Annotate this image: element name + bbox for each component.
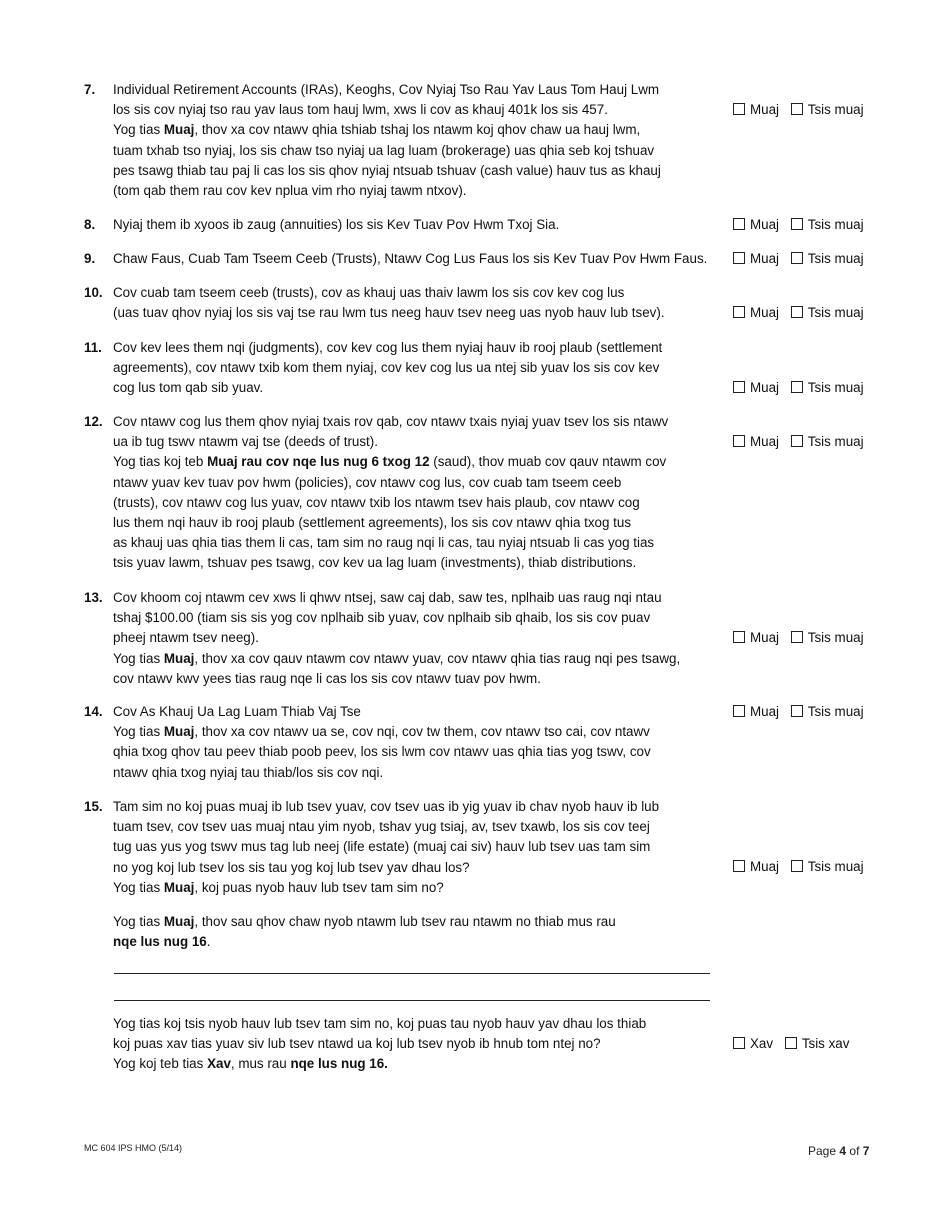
page-number: Page 4 of 7 [808,1144,870,1158]
text-line: cog lus tom qab sib yuav. [113,380,264,396]
no-checkbox[interactable] [791,381,803,393]
text-line: Yog tias Muaj, thov sau qhov chaw nyob ntawm lub tsev rau ntawm no thiab mus rau [113,914,616,929]
text-line: Yog tias Muaj, thov xa cov ntawv ua se, cov nqi, cov tw them, cov ntawv tso cai, cov ntawv [113,724,650,740]
question-number: 9. [84,251,96,266]
no-label: Tsis muaj [807,102,864,117]
no-checkbox[interactable] [791,631,803,643]
no-checkbox[interactable] [791,860,803,872]
yes-checkbox[interactable] [733,306,745,318]
question-number: 10. [84,285,103,300]
text-line: Yog koj teb tias Xav, mus rau nqe lus nug 16. [113,1056,388,1072]
text-line: pheej ntawm tsev neeg). [113,630,259,646]
text-line: ntawv qhia txog nyiaj tau thiab/los sis cov nqi. [113,764,384,780]
yes-checkbox[interactable] [733,103,745,115]
answer-9 [733,249,872,269]
text-line: pes tsawg thiab tau paj li cas los sis qhov nyiaj ntsuab tshuav (cash value) hauv tus as khauj [113,162,661,178]
text-line: Cov cuab tam tseem ceeb (trusts), cov as khauj uas thaiv lawm los sis cov kev cog lus [113,285,625,300]
text-line: Cov As Khauj Ua Lag Luam Thiab Vaj Tse [113,704,361,719]
answer-7 [733,100,872,120]
text-line: tsis yuav lawm, tshuav pes tsawg, cov kev ua lag luam (investments), thiab distributions. [113,555,637,571]
no-checkbox[interactable] [791,435,803,447]
text-line: lus them nqi hauv ib rooj plaub (settlement agreements), los sis cov ntawv qhia txog tus [113,515,632,531]
question-number: 14. [84,704,103,719]
yes-label: Muaj [750,434,780,449]
future-home-question [113,1014,713,1075]
text-line: Yog tias Muaj, thov xa cov ntawv qhia tshiab tshaj los ntawm koj qhov chaw ua hauj lwm, [113,122,641,138]
text-line: koj puas xav tias yuav siv lub tsev ntawd ua koj lub tsev nyob ib hnub tom ntej no? [113,1036,601,1052]
yes-checkbox[interactable] [733,252,745,264]
yes-label: Muaj [750,217,780,232]
text-line: agreements), cov ntawv txib kom them nyiaj, cov kev cog lus ua ntej sib yuav los sis cov kev [113,360,660,376]
no-label: Tsis muaj [807,434,864,449]
address-instruction [113,912,713,952]
no-checkbox[interactable] [791,103,803,115]
yes-label: Muaj [750,305,780,320]
no-checkbox[interactable] [791,252,803,264]
text-line: (tom qab them rau cov kev nplua vim rho nyiaj tawm ntxov). [113,183,467,199]
text-line: (uas tuav qhov nyiaj los sis vaj tse rau lwm tus neeg hauv tsev neeg uas nyob hauv lub tsev). [113,305,665,321]
answer-11 [733,378,872,398]
no-label: Tsis muaj [807,305,864,320]
question-text: Nyiaj them ib xyoos ib zaug (annuities) los sis Kev Tuav Pov Hwm Txoj Sia. [113,217,560,232]
yes-label: Muaj [750,380,780,395]
question-number: 11. [84,340,102,355]
yes-checkbox[interactable] [733,631,745,643]
text-line: Cov ntawv cog lus them qhov nyiaj txais rov qab, cov ntawv txais nyiaj yuav tsev los sis ntawv [113,414,669,429]
no-label: Tsis muaj [807,217,864,232]
question-number: 7. [84,82,96,97]
has-label: Xav [750,1036,774,1051]
yes-label: Muaj [750,251,780,266]
text-line: tshaj $100.00 (tiam sis sis yog cov nplhaib sib yuav, cov nplhaib sib qhaib, los sis cov puav [113,610,651,626]
question-number: 13. [84,590,103,605]
yes-checkbox[interactable] [733,218,745,230]
yes-label: Muaj [750,630,780,645]
question-number: 8. [84,217,96,232]
answer-15 [733,857,872,877]
text-line: tug uas yus yog tswv mus tag lub neej (life estate) (muaj cai siv) hauv lub tsev uas tam sim [113,839,651,855]
text-line: as khauj uas qhia tias them li cas, tam sim no raug nqi li cas, tau nyiaj ntsuab li cas yog tias [113,535,655,551]
has-not-label: Tsis xav [801,1036,850,1051]
text-line: ua ib tug tswv ntawm vaj tse (deeds of trust). [113,434,378,450]
answer-12 [733,432,872,452]
question-number: 12. [84,414,103,429]
yes-checkbox[interactable] [733,435,745,447]
text-line: ntawv yuav kev tuav pov hwm (policies), cov ntawv cog lus, cov cuab tam tseem ceeb [113,474,622,490]
yes-label: Muaj [750,704,780,719]
text-line: cov ntawv kwv yees tias raug nqe li cas los sis cov ntawv tuav pov hwm. [113,670,541,686]
no-label: Tsis muaj [807,380,864,395]
yes-checkbox[interactable] [733,381,745,393]
text-line: Tam sim no koj puas muaj ib lub tsev yuav, cov tsev uas ib yig yuav ib chav nyob hauv ib lub [113,799,660,814]
no-checkbox[interactable] [791,306,803,318]
text-line: tuam tsev, cov tsev uas muaj ntau yim nyob, tshav yug tsiaj, av, tsev txawb, los sis cov teej [113,819,650,835]
yes-label: Muaj [750,102,780,117]
yes-label: Muaj [750,859,780,874]
text-line: Yog tias Muaj, koj puas nyob hauv lub tsev tam sim no? [113,879,444,895]
answer-14 [733,702,872,722]
text-line: tuam txhab tso nyiaj, los sis chaw tso nyiaj ua lag luam (brokerage) uas qhia seb koj tshuav [113,142,655,158]
no-label: Tsis muaj [807,251,864,266]
answer-13 [733,628,872,648]
yes-checkbox[interactable] [733,705,745,717]
question-text [113,80,713,201]
text-line: Individual Retirement Accounts (IRAs), Keoghs, Cov Nyiaj Tso Rau Yav Laus Tom Hauj Lwm [113,82,660,97]
text-line: Yog tias koj tsis nyob hauv lub tsev tam sim no, koj puas tau nyob hauv yav dhau los thiab [113,1016,647,1031]
text-line: Yog tias koj teb Muaj rau cov nqe lus nug 6 txog 12 (saud), thov muab cov qauv ntawm cov [113,454,667,470]
question-text: Chaw Faus, Cuab Tam Tseem Ceeb (Trusts), Ntawv Cog Lus Faus los sis Kev Tuav Pov Hwm Faus. [113,251,708,266]
address-line-1[interactable] [114,973,710,974]
text-line: (trusts), cov ntawv cog lus yuav, cov ntawv txib los ntawm tsev hais plaub, cov ntawv cog [113,494,640,510]
form-id: MC 604 IPS HMO (5/14) [84,1143,183,1153]
text-line: Cov khoom coj ntawm cev xws li qhwv ntsej, saw caj dab, saw tes, nplhaib uas raug nqi ntau [113,590,662,605]
no-checkbox[interactable] [791,218,803,230]
text-line: Yog tias Muaj, thov xa cov qauv ntawm cov ntawv yuav, cov ntawv qhia tias raug nqi pes tsawg, [113,650,681,666]
has-not-checkbox[interactable] [785,1037,797,1049]
no-label: Tsis muaj [807,704,864,719]
text-line: nqe lus nug 16. [113,934,211,950]
text-line: qhia txog qhov tau peev thiab poob peev, los sis lwm cov ntawv uas qhia tias yog tswv, cov [113,744,651,760]
answer-8 [733,215,872,235]
yes-checkbox[interactable] [733,860,745,872]
no-label: Tsis muaj [807,630,864,645]
text-line: no yog koj lub tsev los sis tau yog koj lub tsev yav dhau los? [113,859,470,875]
question-number: 15. [84,799,103,814]
answer-10 [733,303,872,323]
no-label: Tsis muaj [807,859,864,874]
address-line-2[interactable] [114,1000,710,1001]
has-checkbox[interactable] [733,1037,745,1049]
answer-future-home [733,1034,857,1054]
text-line: los sis cov nyiaj tso rau yav laus tom hauj lwm, xws li cov as khauj 401k los sis 457. [113,102,608,118]
no-checkbox[interactable] [791,705,803,717]
text-line: Cov kev lees them nqi (judgments), cov kev cog lus them nyiaj hauv ib rooj plaub (settlement [113,340,663,355]
